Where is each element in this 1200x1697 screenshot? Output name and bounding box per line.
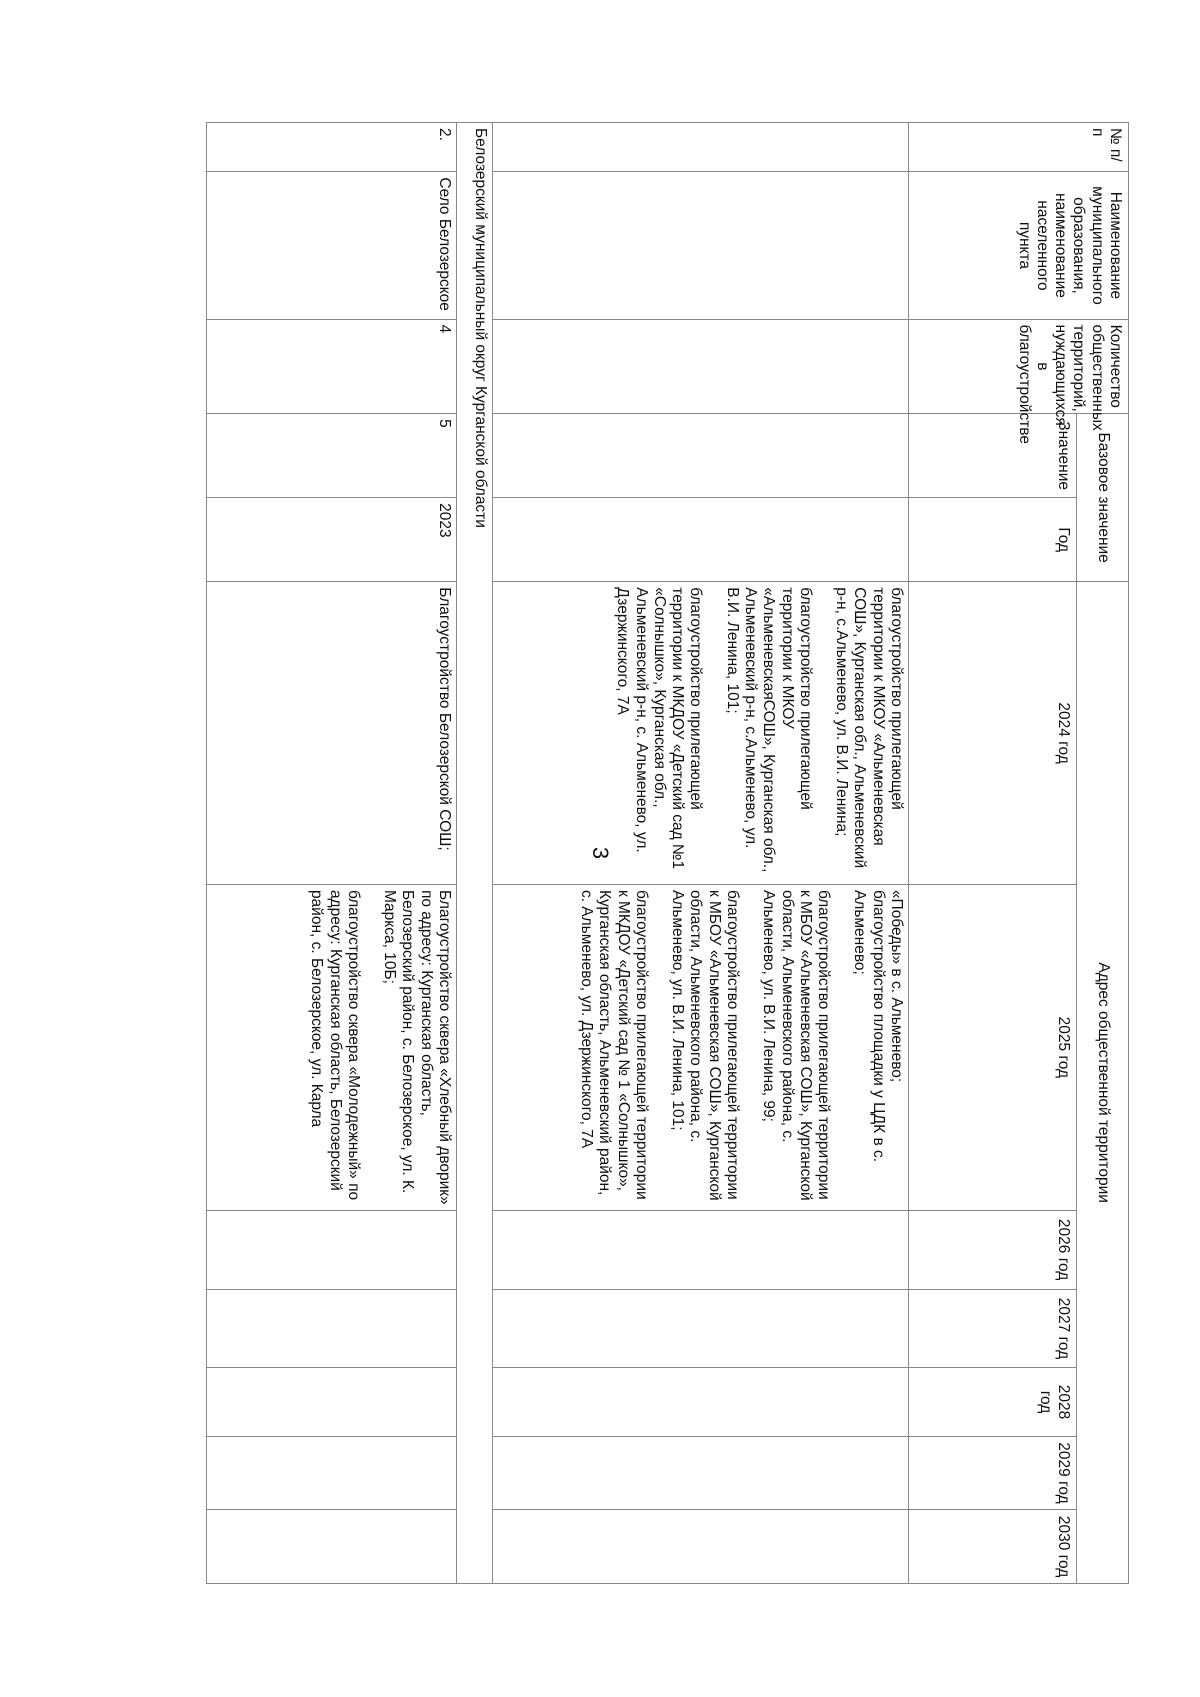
cell-base-value: 5 [207,414,457,498]
cell-empty [493,1510,909,1584]
address-entry: благоустройство прилегающей территории к МБОУ «Альменевская СОШ», Курганской области, Альменевского района, с. Альменево, ул. В.И. Ленина, 101; [669,889,742,1201]
header-2026: 2026 год [909,1210,1077,1289]
header-count: Количество общественных территорий, нуждающихся в благоустройстве [909,319,1129,414]
header-2028: 2028 год [909,1368,1077,1436]
address-entry: благоустройство прилегающей территории к МБОУ «Альменевская СОШ», Курганской области, Альменевского района, с. Альменево, ул. В.И. Ленина, 99; [760,889,833,1201]
section-title: Белозерский муниципальный округ Курганской области [457,123,493,1584]
header-base-value: Значение [909,414,1077,498]
public-territories-table [206,122,1129,1584]
cell-2025 [207,884,457,1210]
cell-empty [493,123,909,172]
cell-empty [207,1368,457,1436]
header-address: Адрес общественной территории [1077,582,1129,1584]
address-entry: Благоустройство сквера «Хлебный дворик» по адресу: Курганская область, Белозерский район, с. Белозерское, ул. К. Маркса, 10Б; [381,889,453,1205]
section-row [457,123,493,1584]
cell-empty [493,498,909,582]
cell-empty [207,1289,457,1368]
header-2029: 2029 год [909,1436,1077,1510]
header-2024: 2024 год [909,582,1077,885]
table-row [493,123,909,1584]
cell-2024 [493,582,909,885]
address-entry: благоустройство прилегающей территории к МКОУ «Альменевская СОШ», Курганская обл., Альменевский р-н, с.Альменево, ул. В.И. Ленина; [833,587,905,869]
address-entry: благоустройство прилегающей территории к МКОУ «АльменевскаяСОШ», Курганская обл., Альменевский р-н, с.Альменево, ул. В.И. Ленина, 101; [723,587,814,873]
cell-empty [493,414,909,498]
address-entry: «Победы» в с. Альменево; благоустройство площадки у ЦДК в с. Альменево; [851,889,905,1163]
table-row [207,123,457,1584]
header-2027: 2027 год [909,1289,1077,1368]
header-num: № п/п [909,123,1129,172]
address-entry: благоустройство прилегающей территории к МКДОУ «Детский сад № 1 «Солнышко», Курганская область, Альменевский район, с. Альменево, ул. Дзержинского, 7А [578,889,650,1200]
header-2025: 2025 год [909,884,1077,1210]
page-number: 3 [588,846,613,860]
cell-empty [493,172,909,319]
cell-empty [493,1289,909,1368]
header-name: Наименование муниципального образования, наименование населенного пункта [909,172,1129,319]
cell-base-year: 2023 [207,498,457,582]
address-entry: благоустройство сквера «Молодежный» по адресу: Курганская область, Белозерский район, с. Белозерское, ул. Карла [308,889,362,1201]
header-base-year: Год [909,498,1077,582]
cell-count: 4 [207,319,457,414]
cell-num: 2. [207,123,457,172]
header-base: Базовое значение [1077,414,1129,582]
cell-empty [493,1436,909,1510]
rotated-table-wrapper [203,122,1129,1584]
cell-empty [207,1436,457,1510]
header-row-1 [1077,123,1129,1584]
cell-name: Село Белозерское [207,172,457,319]
header-2030: 2030 год [909,1510,1077,1584]
address-entry: благоустройство прилегающей территории к МКДОУ «Детский сад №1 «Солнышко», Курганская обл., Альменевский р-н, с. Альменево, ул. Дзержинского, 7А [614,587,705,870]
cell-empty [207,1510,457,1584]
cell-empty [207,1210,457,1289]
cell-2024: Благоустройство Белозерской СОШ; [207,582,457,885]
cell-empty [493,1368,909,1436]
cell-2025 [493,884,909,1210]
cell-empty [493,1210,909,1289]
cell-empty [493,319,909,414]
